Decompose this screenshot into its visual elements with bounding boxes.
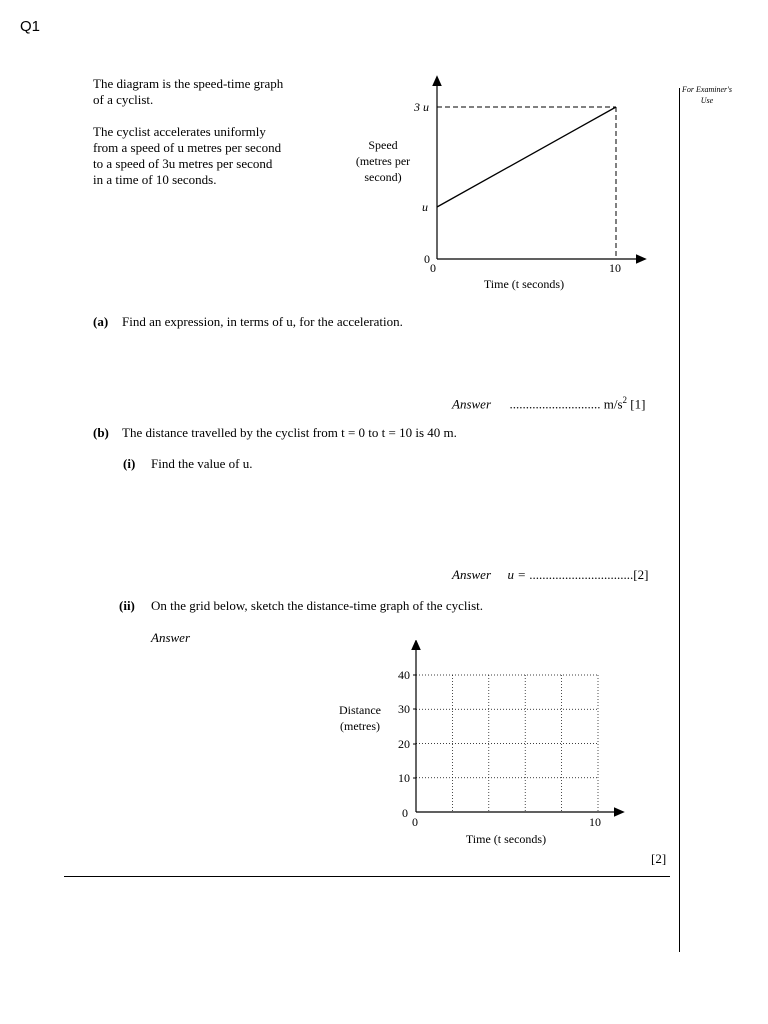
part-b-ii-marks: [2]	[651, 851, 667, 866]
part-b-label: (b)	[93, 425, 109, 440]
distance-ylabel-2: (metres)	[340, 719, 380, 733]
speed-time-graph	[330, 70, 660, 300]
examiner-margin-rule	[679, 88, 680, 952]
ytick-30: 30	[398, 702, 410, 716]
part-b-i-marks: [2]	[633, 567, 649, 582]
part-b-i-answer-var: u =	[507, 567, 527, 582]
distance-time-grid[interactable]	[330, 640, 640, 855]
intro-line-2: of a cyclist.	[93, 92, 154, 107]
question-label: Q1	[20, 18, 41, 35]
part-b-i-answer-line	[452, 567, 672, 583]
part-b-i-answer-label: Answer	[452, 567, 491, 582]
intro-para2-line-2: from a speed of u metres per second	[93, 140, 282, 155]
speed-ylabel-1: Speed	[368, 138, 398, 152]
tick-x0: 0	[430, 261, 436, 275]
part-a-marks: [1]	[630, 396, 646, 412]
part-a-number: (a)	[93, 314, 109, 329]
xtick-10: 10	[589, 815, 601, 829]
intro-line-1: The diagram is the speed-time graph	[93, 76, 284, 91]
ytick-10: 10	[398, 771, 410, 785]
ytick-20: 20	[398, 737, 410, 751]
tick-y0: 0	[424, 252, 430, 266]
part-b-i-text: Find the value of u.	[151, 456, 253, 471]
part-a-label	[93, 314, 108, 330]
tick-x10: 10	[609, 261, 621, 275]
part-a-text: Find an expression, in terms of u, for the acceleration.	[122, 314, 403, 329]
intro-para2-line-4: in a time of 10 seconds.	[93, 172, 217, 187]
part-b-ii-answer-label: Answer	[151, 630, 190, 645]
tick-3u: 3 u	[414, 100, 429, 114]
xtick-0: 0	[412, 815, 418, 829]
speed-ylabel-3: second)	[364, 170, 402, 184]
intro-text	[93, 76, 333, 188]
part-a-answer-label: Answer	[452, 396, 491, 412]
speed-xlabel: Time (t seconds)	[483, 277, 565, 291]
part-a-unit: m/s	[603, 396, 623, 412]
part-a-answer-line	[452, 392, 672, 412]
speed-line	[437, 107, 616, 207]
examiner-use-label: For Examiner's Use	[682, 85, 732, 105]
distance-xlabel: Time (t seconds)	[465, 832, 547, 846]
intro-para2-line-3: to a speed of 3u metres per second	[93, 156, 273, 171]
part-b-ii-text: On the grid below, sketch the distance-time graph of the cyclist.	[151, 598, 484, 613]
bottom-rule	[64, 876, 670, 877]
part-b-text: The distance travelled by the cyclist from t = 0 to t = 10 is 40 m.	[122, 425, 457, 440]
intro-para2-line-1: The cyclist accelerates uniformly	[93, 124, 266, 139]
part-b-ii-label: (ii)	[119, 598, 135, 613]
ytick-40: 40	[398, 668, 410, 682]
part-b-i-answer-dots[interactable]: ................................	[529, 567, 634, 582]
tick-u: u	[422, 200, 428, 214]
ytick-0: 0	[402, 806, 408, 820]
speed-ylabel-2: (metres per	[355, 154, 411, 168]
part-b-i-label: (i)	[123, 456, 136, 471]
part-a-answer-dots[interactable]: ............................	[509, 396, 601, 412]
distance-ylabel-1: Distance	[339, 703, 381, 717]
part-a-unit-sup: 2	[622, 395, 628, 405]
grid-lines	[416, 675, 598, 812]
